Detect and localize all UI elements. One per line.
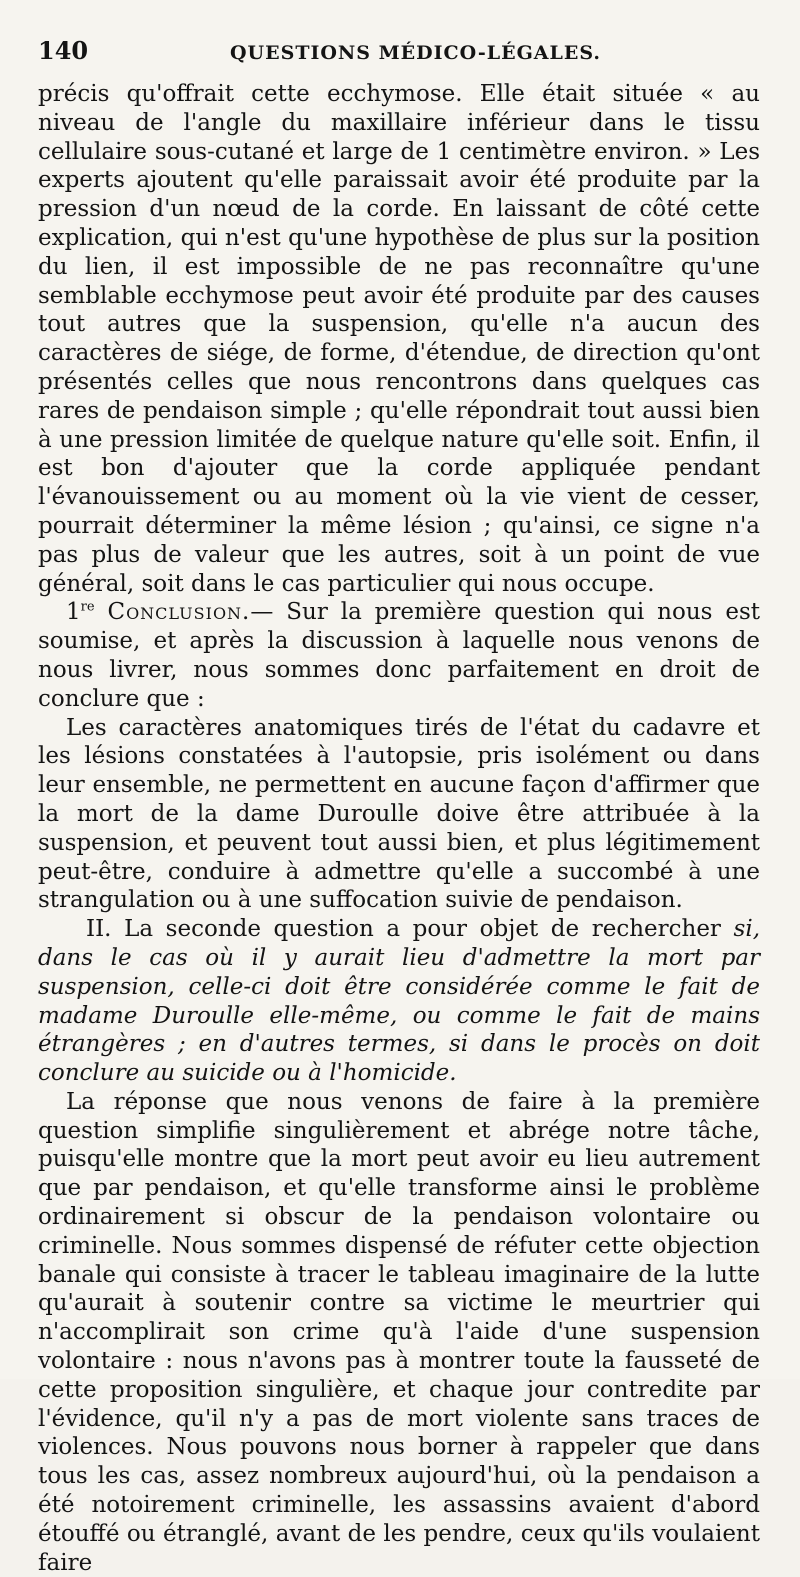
paragraph-ecchymose: précis qu'offrait cette ecchymose. Elle était située « au niveau de l'angle du maxillaire inférieur dans le tissu cellulaire sous-cutané et large de 1 centimètre environ. » Les experts ajoutent qu'elle paraissait avoir été produite par la pression d'un nœud de la corde. En laissant de côté cette explication, qui n'est qu'une hypothèse de plus sur la position du lien, il est impossible de ne pas reconnaître qu'une semblable ecchymose peut avoir été produite par des causes tout autres que la suspension, qu'elle n'a aucun des caractères de siége, de forme, d'étendue, de direction qu'ont présentés celles que nous rencontrons dans quelques cas rares de pendaison simple ; qu'elle répondrait tout aussi bien à une pression limitée de quelque nature qu'elle soit. Enfin, il est bon d'ajouter que la corde appliquée pendant l'évanouissement ou au moment où la vie vient de cesser, pourrait déterminer la même lésion ; qu'ainsi, ce signe n'a pas plus de valeur que les autres, soit à un point de vue général, soit dans le cas particulier qui nous occupe. — [38, 81, 760, 597]
running-title: QUESTIONS MÉDICO-LÉGALES. — [230, 42, 602, 64]
page-number: 140 — [38, 36, 89, 65]
paragraph-response: La réponse que nous venons de faire à la première question simplifie singulièrement et abrége notre tâche, puisqu'elle montre que la mort peut avoir eu lieu autrement que par pendaison, et qu'elle transforme ainsi le problème ordinairement si obscur de la pendaison volontaire ou criminelle. Nous sommes dispensé de réfuter cette objection banale qui consiste à tracer le tableau imaginaire de la lutte qu'aurait à soutenir contre sa victime le meurtrier qui n'accomplirait son crime qu'à l'aide d'une suspension volontaire : nous n'avons pas à montrer toute la fausseté de cette proposition singulière, et chaque jour contredite par l'évidence, qu'il n'y a pas de mort violente sans traces de violences. Nous pouvons nous borner à rappeler que dans tous les cas, assez nombreux aujourd'hui, où la pendaison a été notoirement criminelle, les assassins avaient d'abord étouffé ou étranglé, avant de les pendre, ceux qu'ils voulaient faire — [38, 1088, 760, 1576]
paragraph-second-question — [38, 915, 760, 1088]
conclusion-ordinal: re — [80, 599, 95, 615]
question-two-label: II. — [86, 916, 112, 943]
question-two-italic: si, dans le cas où il y aurait lieu d'admettre la mort par suspension, celle-ci doit être considérée comme le fait de madame Duroulle elle-même, ou comme le fait de mains étrangères ; en d'autres termes, si dans le procès on doit conclure au suicide ou à l'homicide. — [38, 916, 761, 1087]
conclusion-text: — Sur la première question qui nous est soumise, et après la discussion à laquelle nous venons de nous livrer, nous sommes donc parfaitement en droit de conclure que : — [38, 599, 761, 712]
conclusion-number: 1 — [66, 599, 81, 626]
question-two-intro: La seconde question a pour objet de rechercher — [124, 916, 721, 943]
body-text — [38, 80, 760, 1577]
conclusion-label: Conclusion. — [107, 599, 251, 626]
paragraph-anatomical-findings: Les caractères anatomiques tirés de l'état du cadavre et les lésions constatées à l'autopsie, pris isolément ou dans leur ensemble, ne permettent en aucune façon d'affirmer que la mort de la dame Duroulle doive être attribuée à la suspension, et peuvent tout aussi bien, et plus légitimement peut-être, conduire à admettre qu'elle a succombé à une strangulation ou à une suffocation suivie de pendaison. — [38, 714, 760, 914]
paragraph-first-conclusion — [38, 598, 760, 713]
page-header — [38, 36, 760, 80]
